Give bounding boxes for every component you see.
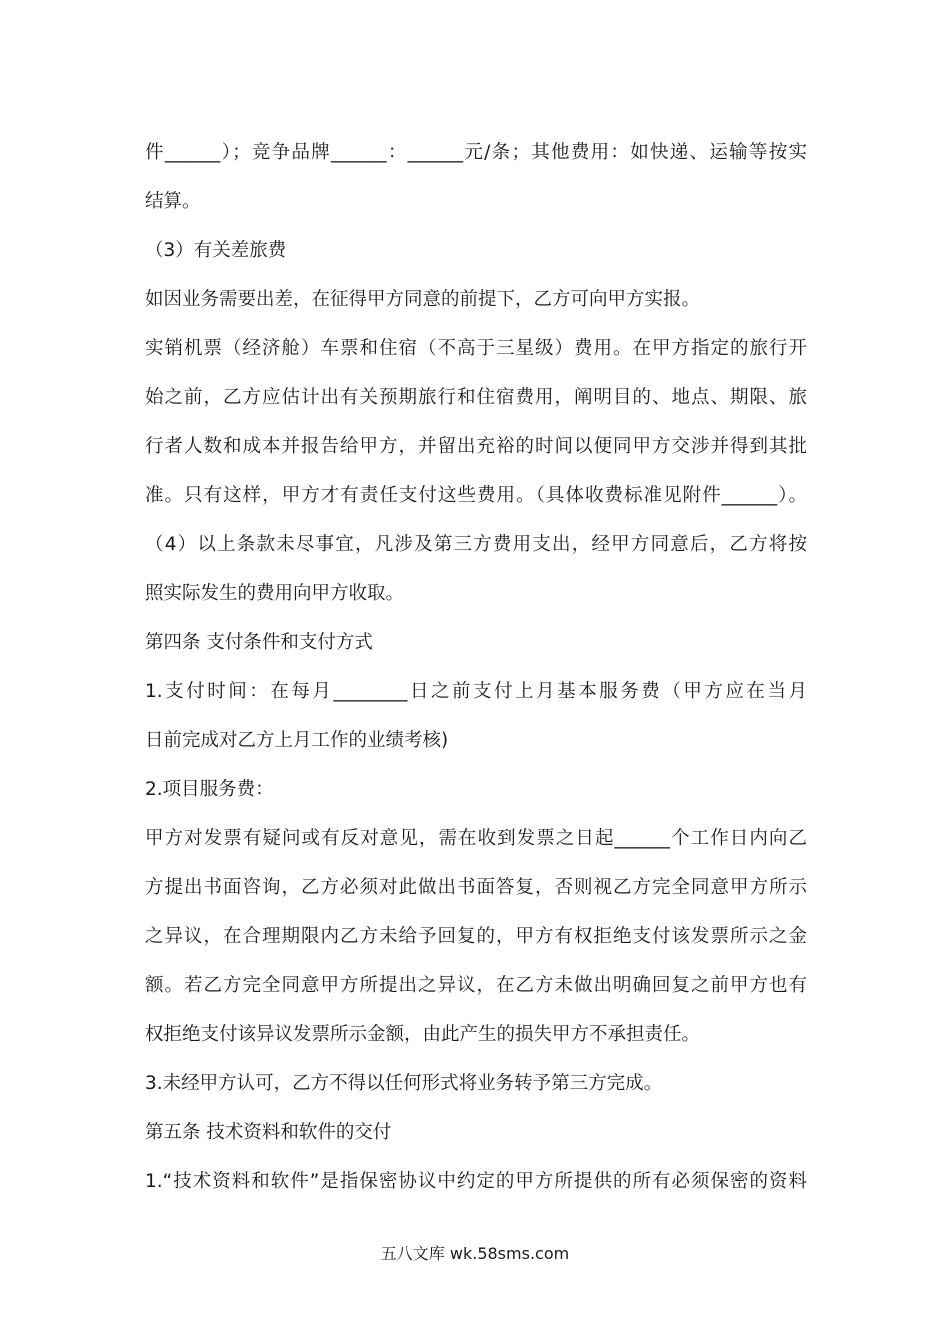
text-line: 实销机票（经济舱）车票和住宿（不高于三星级）费用。在甲方指定的旅行开 [145, 338, 807, 359]
page-footer: 五八文库 wk.58sms.com [380, 1244, 570, 1263]
text-line: 始之前，乙方应估计出有关预期旅行和住宿费用，阐明目的、地点、期限、旅 [145, 387, 807, 408]
text-line: 方提出书面咨询，乙方必须对此做出书面答复，否则视乙方完全同意甲方所示 [145, 877, 807, 898]
text-line: 1.支付时间：在每月________日之前支付上月基本服务费（甲方应在当月 [145, 681, 807, 702]
text-line: 如因业务需要出差，在征得甲方同意的前提下，乙方可向甲方实报。 [145, 289, 701, 310]
text-line: 之异议，在合理期限内乙方未给予回复的，甲方有权拒绝支付该发票所示之金 [145, 926, 807, 947]
text-line: 额。若乙方完全同意甲方所提出之异议，在乙方未做出明确回复之前甲方也有 [145, 975, 807, 996]
text-line: 准。只有这样，甲方才有责任支付这些费用。（具体收费标准见附件______）。 [145, 485, 807, 506]
section-heading: 第五条 技术资料和软件的交付 [145, 1122, 392, 1143]
text-line: （3）有关差旅费 [145, 240, 287, 261]
text-line: 件______）；竞争品牌______：______元/条；其他费用：如快递、运输等按实 [145, 142, 807, 163]
section-heading: 第四条 支付条件和支付方式 [145, 632, 373, 653]
text-line: 权拒绝支付该异议发票所示金额，由此产生的损失甲方不承担责任。 [145, 1024, 701, 1045]
text-line: 日前完成对乙方上月工作的业绩考核) [145, 730, 449, 751]
text-line: 甲方对发票有疑问或有反对意见，需在收到发票之日起______个工作日内向乙 [145, 828, 807, 849]
text-line: 结算。 [145, 191, 201, 212]
text-line: 行者人数和成本并报告给甲方，并留出充裕的时间以便同甲方交涉并得到其批 [145, 436, 807, 457]
text-line: 3.未经甲方认可，乙方不得以任何形式将业务转予第三方完成。 [145, 1073, 663, 1094]
text-line: 照实际发生的费用向甲方收取。 [145, 583, 405, 604]
text-line: （4）以上条款未尽事宜，凡涉及第三方费用支出，经甲方同意后，乙方将按 [145, 534, 807, 555]
text-line: 2.项目服务费： [145, 779, 274, 800]
document-body [145, 128, 807, 1206]
text-line: 1.“技术资料和软件”是指保密协议中约定的甲方所提供的所有必须保密的资料 [145, 1171, 807, 1192]
